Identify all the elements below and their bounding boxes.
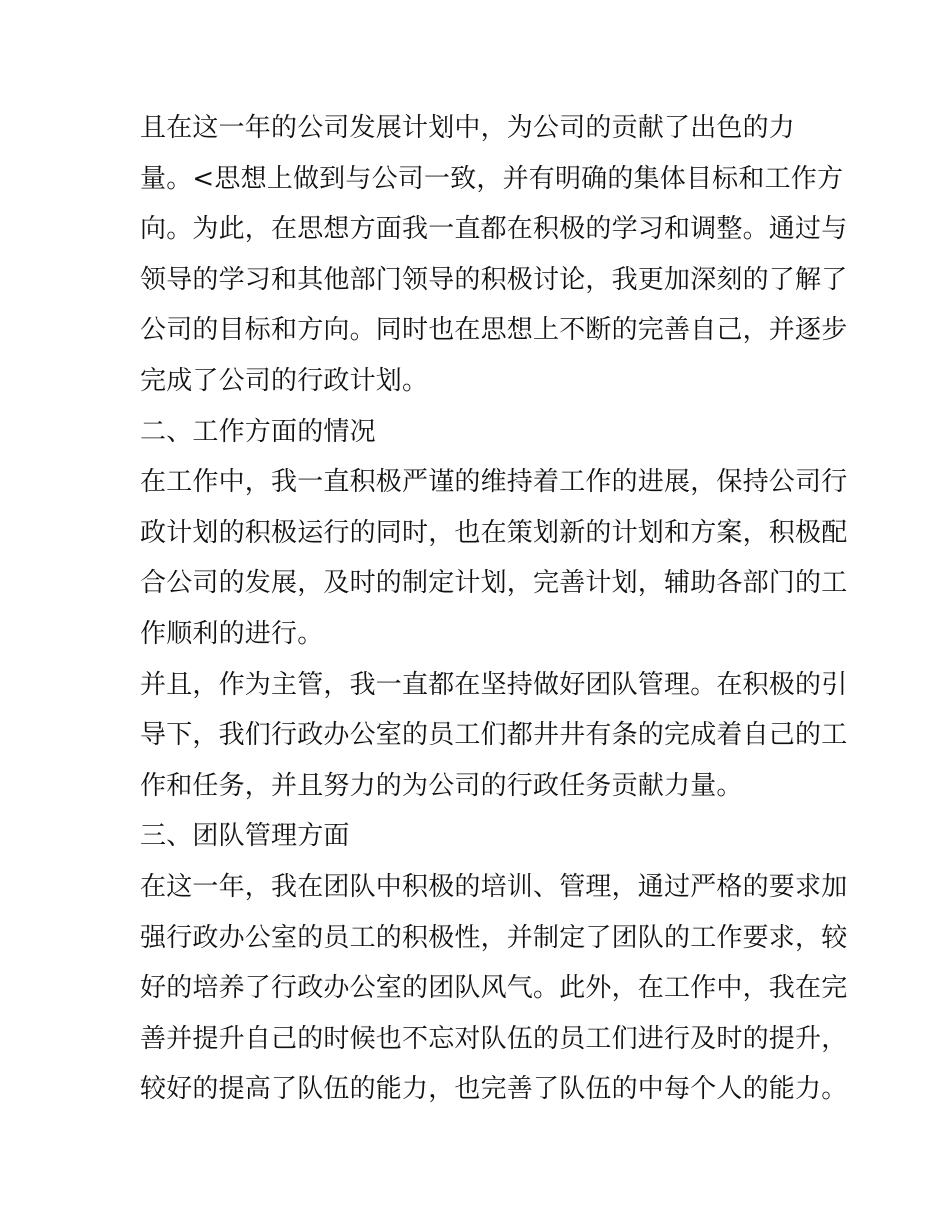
document-body xyxy=(140,103,848,1115)
text-line-8: 在工作中，我一直积极严谨的维持着工作的进展，保持公司行 xyxy=(140,467,848,498)
text-line-9: 政计划的积极运行的同时，也在策划新的计划和方案，积极配 xyxy=(140,517,848,548)
text-line-10: 合公司的发展，及时的制定计划，完善计划，辅助各部门的工 xyxy=(140,568,848,599)
text-line-13: 导下，我们行政办公室的员工们都井井有条的完成着自己的工 xyxy=(140,720,848,751)
text-line-2: 量。<思想上做到与公司一致，并有明确的集体目标和工作方 xyxy=(140,163,844,194)
text-line-19: 善并提升自己的时候也不忘对队伍的员工们进行及时的提升， xyxy=(140,1023,848,1054)
text-line-1: 且在这一年的公司发展计划中，为公司的贡献了出色的力 xyxy=(140,113,796,143)
text-line-17: 强行政办公室的员工的积极性，并制定了团队的工作要求，较 xyxy=(140,922,848,953)
text-line-14: 作和任务，并且努力的为公司的行政任务贡献力量。 xyxy=(140,770,743,801)
text-line-5: 公司的目标和方向。同时也在思想上不断的完善自己，并逐步 xyxy=(140,315,848,346)
text-line-11: 作顺利的进行。 xyxy=(140,618,324,649)
text-line-12: 并且，作为主管，我一直都在坚持做好团队管理。在积极的引 xyxy=(140,669,848,700)
text-line-18: 好的培养了行政办公室的团队风气。此外，在工作中，我在完 xyxy=(140,973,848,1004)
text-line-6: 完成了公司的行政计划。 xyxy=(140,365,429,396)
section-heading-2: 二、工作方面的情况 xyxy=(140,416,376,447)
text-line-3: 向。为此，在思想方面我一直都在积极的学习和调整。通过与 xyxy=(140,214,848,245)
text-line-16: 在这一年，我在团队中积极的培训、管理，通过严格的要求加 xyxy=(140,871,848,902)
text-line-4: 领导的学习和其他部门领导的积极讨论，我更加深刻的了解了 xyxy=(140,264,848,295)
section-heading-3: 三、团队管理方面 xyxy=(140,821,350,852)
text-line-20: 较好的提高了队伍的能力，也完善了队伍的中每个人的能力。 xyxy=(140,1074,848,1105)
